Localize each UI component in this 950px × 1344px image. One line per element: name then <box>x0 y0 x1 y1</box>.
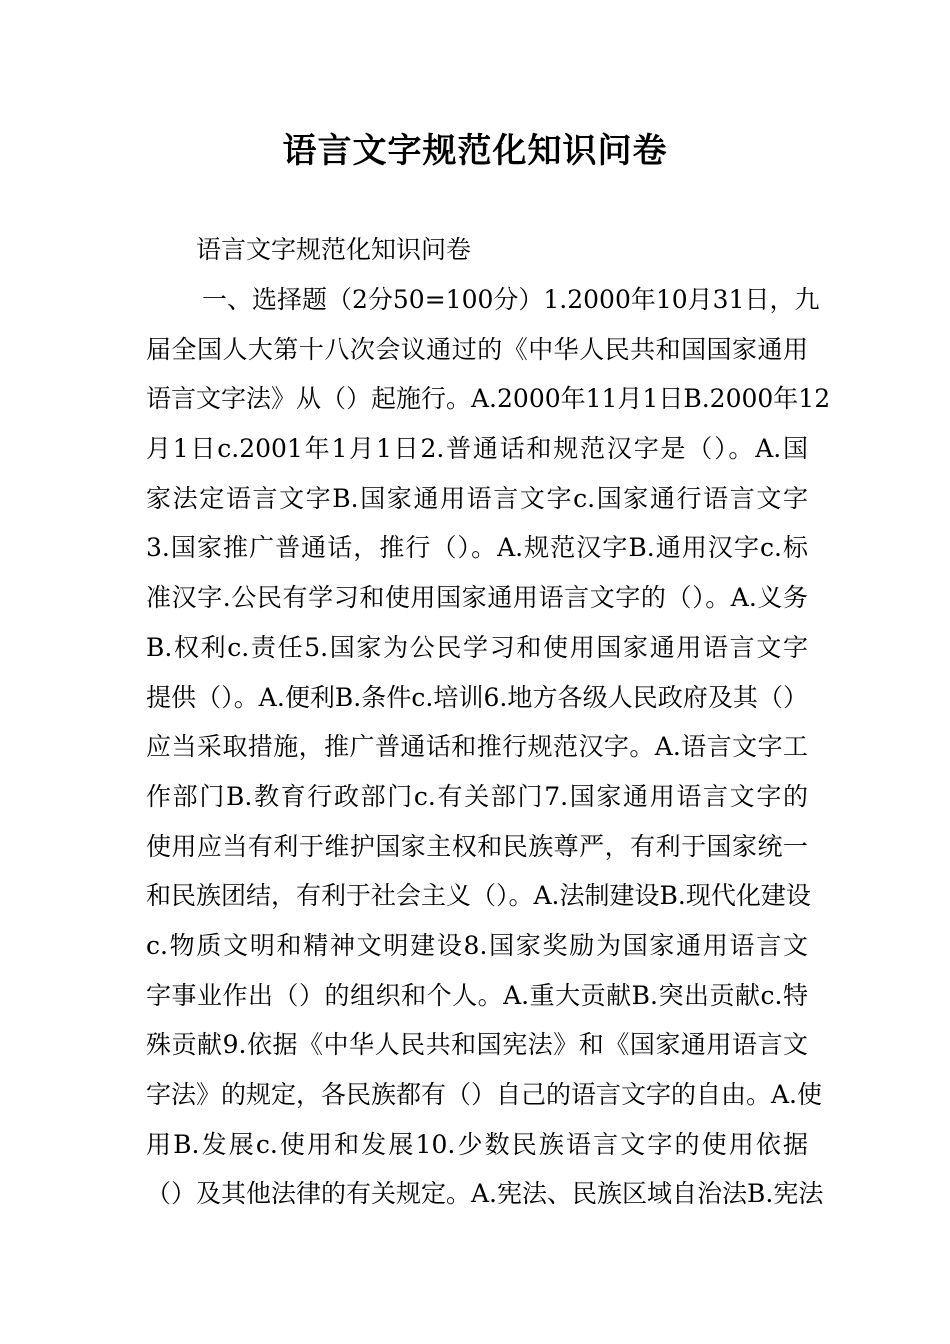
text-line: 字事业作出（）的组织和个人。A.重大贡献B.突出贡献c.特 <box>146 980 808 1010</box>
document-body <box>146 280 831 1224</box>
text-line: 月1日c.2001年1月1日2.普通话和规范汉字是（）。A.国 <box>146 434 808 464</box>
text-line: 一、选择题（2分50=100分）1.2000年10月31日，九 <box>202 285 820 314</box>
text-line: 语言文字法》从（）起施行。A.2000年11月1日B.2000年12 <box>146 384 831 414</box>
text-line: 准汉字.公民有学习和使用国家通用语言文字的（）。A.义务 <box>146 583 808 613</box>
text-line: 和民族团结，有利于社会主义（）。A.法制建设B.现代化建设 <box>146 881 811 911</box>
document-subtitle: 语言文字规范化知识问卷 <box>196 235 472 264</box>
text-line: 作部门B.教育行政部门c.有关部门7.国家通用语言文字的 <box>146 781 808 811</box>
text-line: 使用应当有利于维护国家主权和民族尊严，有利于国家统一 <box>146 831 808 861</box>
text-line: 应当采取措施，推广普通话和推行规范汉字。A.语言文字工 <box>146 732 808 762</box>
document-title: 语言文字规范化知识问卷 <box>282 131 668 171</box>
text-line: B.权利c.责任5.国家为公民学习和使用国家通用语言文字 <box>146 632 808 662</box>
text-line: 提供（）。A.便利B.条件c.培训6.地方各级人民政府及其（） <box>146 682 808 712</box>
text-line: 用B.发展c.使用和发展10.少数民族语言文字的使用依据 <box>146 1129 808 1159</box>
text-line: （）及其他法律的有关规定。A.宪法、民族区域自治法B.宪法 <box>146 1179 824 1209</box>
text-line: 殊贡献9.依据《中华人民共和国宪法》和《国家通用语言文 <box>146 1030 808 1060</box>
text-line: c.物质文明和精神文明建设8.国家奖励为国家通用语言文 <box>146 930 808 960</box>
text-line: 届全国人大第十八次会议通过的《中华人民共和国国家通用 <box>146 334 808 364</box>
text-line: 字法》的规定，各民族都有（）自己的语言文字的自由。A.使 <box>146 1080 823 1109</box>
text-line: 3.国家推广普通话，推行（）。A.规范汉字B.通用汉字c.标 <box>146 533 808 563</box>
text-line: 家法定语言文字B.国家通用语言文字c.国家通行语言文字 <box>146 483 808 513</box>
